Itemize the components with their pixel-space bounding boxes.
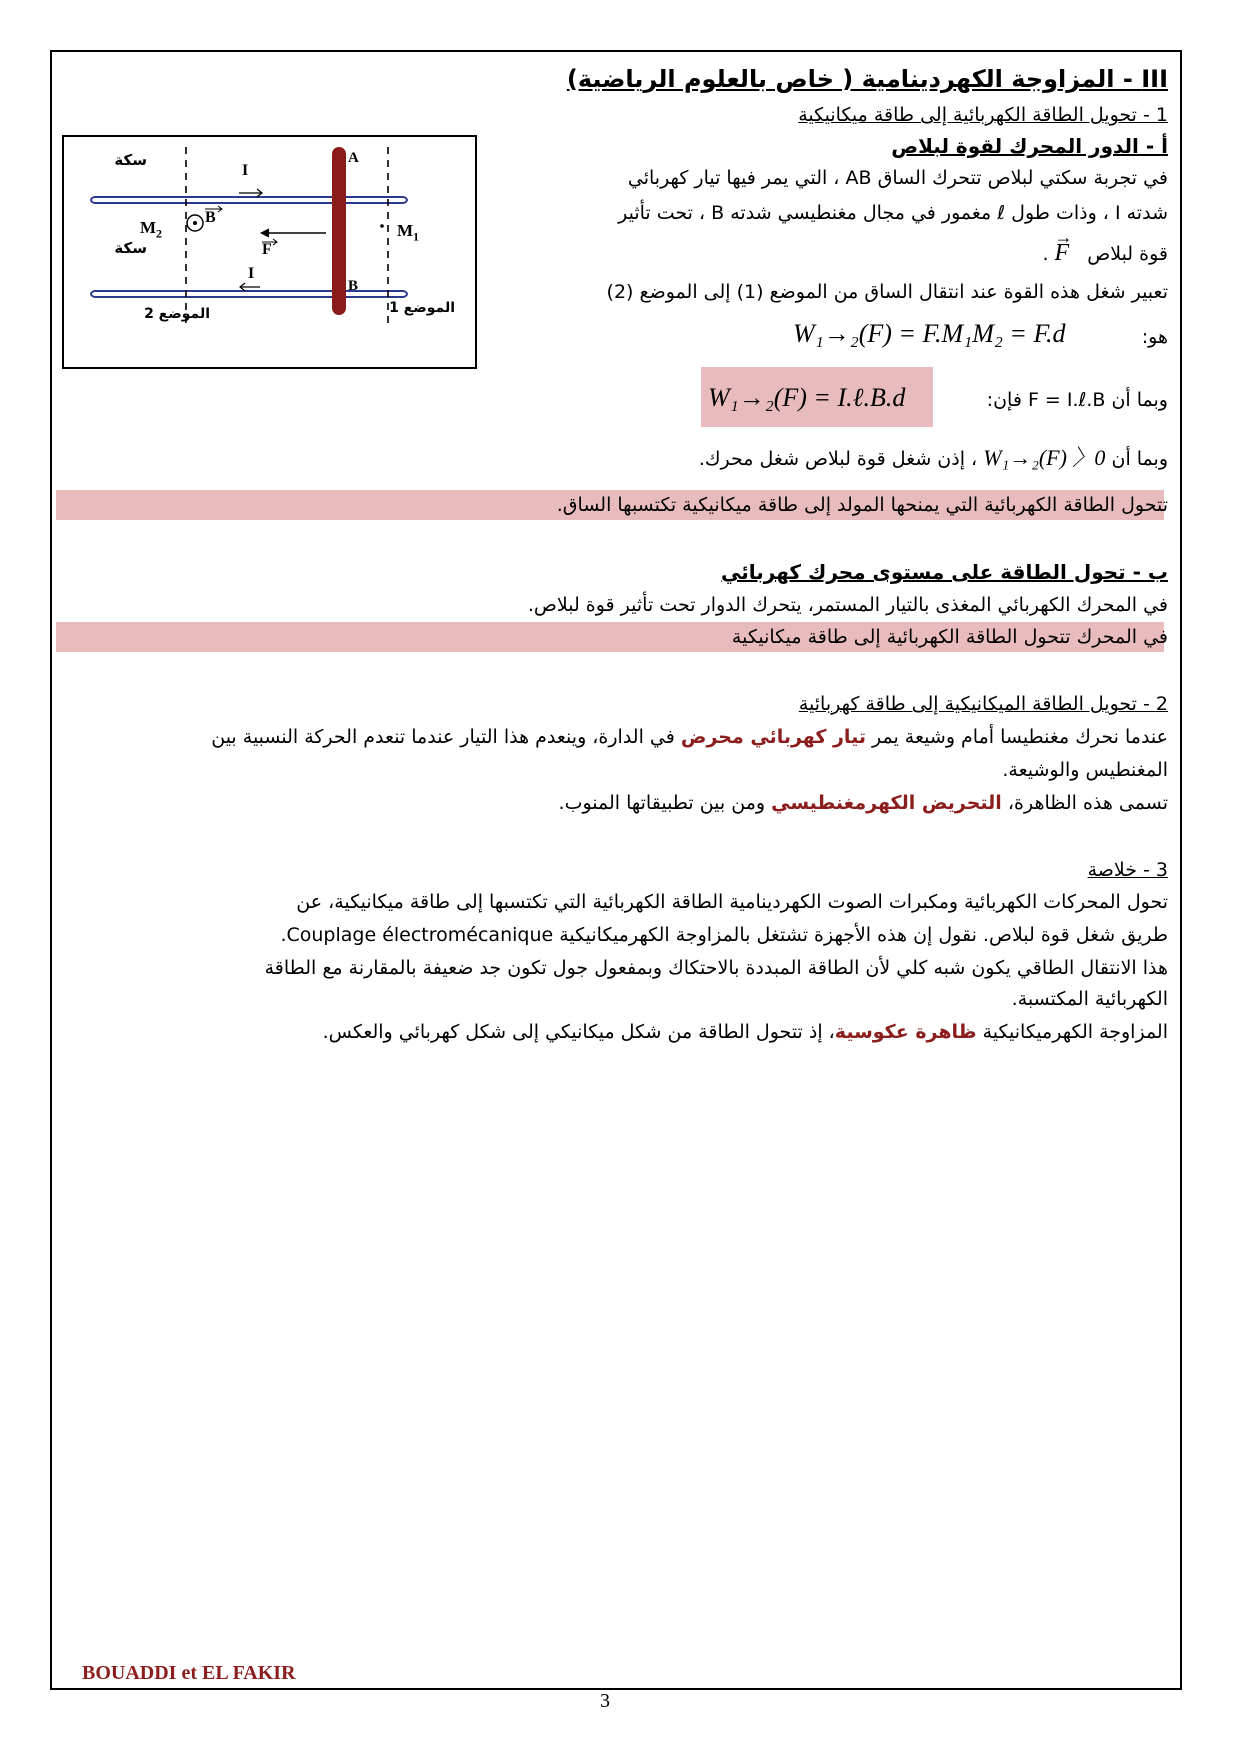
paragraph-line: الكهربائية المكتسبة. bbox=[1011, 988, 1168, 1010]
formula-work-positive: W₁→₂(F) 〉0 bbox=[983, 445, 1106, 470]
paragraph-line: تعبير شغل هذه القوة عند انتقال الساق من الموضع (1) إلى الموضع (2) bbox=[606, 281, 1168, 303]
label-rail-top: سكة bbox=[114, 151, 147, 169]
section-title: III - المزاوجة الكهردينامية ( خاص بالعلوم الرياضية) bbox=[566, 65, 1168, 93]
label-rail-bottom: سكة bbox=[114, 239, 147, 257]
paragraph-line: في تجربة سكتي لبلاص تتحرك الساق AB ، التي يمر فيها تيار كهربائي bbox=[627, 167, 1168, 189]
label-B-field: B bbox=[205, 209, 216, 226]
paragraph-line: عندما نحرك مغنطيسا أمام وشيعة يمر تيار كهربائي محرض في الدارة، وينعدم هذا التيار عندما تنعدم الحركة النسبية بين bbox=[211, 726, 1168, 748]
label-M2: $M_2$ bbox=[140, 218, 163, 241]
subsection-3: 3 - خلاصة bbox=[1087, 859, 1168, 881]
paragraph-line: المزاوجة الكهرميكانيكية ظاهرة عكوسية، إذ تتحول الطاقة من شكل ميكانيكي إلى شكل كهربائي والعكس. bbox=[322, 1021, 1168, 1043]
label-F: F bbox=[262, 241, 272, 258]
paragraph-line: هذا الانتقال الطاقي يكون شبه كلي لأن الطاقة المبددة بالاحتكاك وبمفعول جول تكون جد ضعيفة بالمقارنة مع الطاقة bbox=[264, 957, 1168, 979]
since-line: وبما أن F = I.ℓ.B فإن: bbox=[986, 389, 1168, 411]
paragraph-line: المغنطيس والوشيعة. bbox=[1002, 759, 1168, 781]
label-position-2: الموضع 2 bbox=[144, 306, 210, 322]
paragraph-line: طريق شغل قوة لبلاص. نقول إن هذه الأجهزة تشتغل بالمزاوجة الكهرميكانيكية Couplage électromécanique. bbox=[280, 924, 1168, 946]
label-I-top: I bbox=[242, 162, 249, 179]
subsection-2: 2 - تحويل الطاقة الميكانيكية إلى طاقة كهربائية bbox=[798, 693, 1168, 715]
force-vector: → F bbox=[1054, 227, 1073, 266]
page-number: 3 bbox=[600, 1690, 610, 1712]
label-I-bottom: I bbox=[248, 265, 255, 282]
paragraph-line: تحول المحركات الكهربائية ومكبرات الصوت الكهردينامية الطاقة الكهربائية التي تكتسبها إلى طاقة ميكانيكية، عن bbox=[296, 891, 1168, 913]
reversible-phenomenon-term: ظاهرة عكوسية bbox=[834, 1021, 977, 1043]
paragraph-line: شدته I ، وذات طول ℓ مغمور في مجال مغنطيسي شدته B ، تحت تأثير bbox=[618, 202, 1168, 224]
rod-AB bbox=[332, 147, 346, 315]
formula-work-2: W₁→₂(F) = I.ℓ.B.d bbox=[708, 383, 906, 412]
footer-authors: BOUADDI et EL FAKIR bbox=[82, 1662, 296, 1684]
induced-current-term: تيار كهربائي محرض bbox=[680, 726, 866, 748]
subsection-1a: أ - الدور المحرك لقوة لبلاص bbox=[891, 134, 1168, 158]
bottom-rail bbox=[91, 291, 407, 297]
point-M1-dot bbox=[380, 224, 384, 228]
since-line-2: وبما أن W₁→₂(F) 〉0 ، إذن شغل قوة لبلاص شغل محرك. bbox=[698, 445, 1168, 470]
formula-work-1: W₁→₂(F) = F.M₁M₂ = F.d bbox=[793, 319, 1066, 348]
paragraph-line: قوة لبلاص → F . bbox=[1042, 227, 1168, 266]
conclusion-highlight-1: تتحول الطاقة الكهربائية التي يمنحها المولد إلى طاقة ميكانيكية تكتسبها الساق. bbox=[556, 494, 1168, 516]
label-B: B bbox=[348, 278, 359, 294]
paragraph-line: في المحرك الكهربائي المغذى بالتيار المستمر، يتحرك الدوار تحت تأثير قوة لبلاص. bbox=[527, 594, 1168, 616]
electromagnetic-induction-term: التحريض الكهرمغنطيسي bbox=[771, 792, 1002, 814]
conclusion-highlight-2: في المحرك تتحول الطاقة الكهربائية إلى طاقة ميكانيكية bbox=[731, 626, 1168, 648]
laplace-rails-diagram bbox=[62, 135, 477, 369]
subsection-1: 1 - تحويل الطاقة الكهربائية إلى طاقة ميكانيكية bbox=[798, 104, 1168, 126]
hou-label: هو: bbox=[1141, 326, 1168, 348]
paragraph-line: تسمى هذه الظاهرة، التحريض الكهرمغنطيسي ومن بين تطبيقاتها المنوب. bbox=[558, 792, 1168, 814]
label-M1: $M_1$ bbox=[397, 221, 420, 244]
top-rail bbox=[91, 197, 407, 203]
subsection-1b: ب - تحول الطاقة على مستوى محرك كهربائي bbox=[721, 560, 1168, 584]
label-position-1: الموضع 1 bbox=[389, 300, 455, 316]
laplace-force-text: قوة لبلاص bbox=[1087, 243, 1168, 265]
label-A: A bbox=[348, 150, 359, 166]
